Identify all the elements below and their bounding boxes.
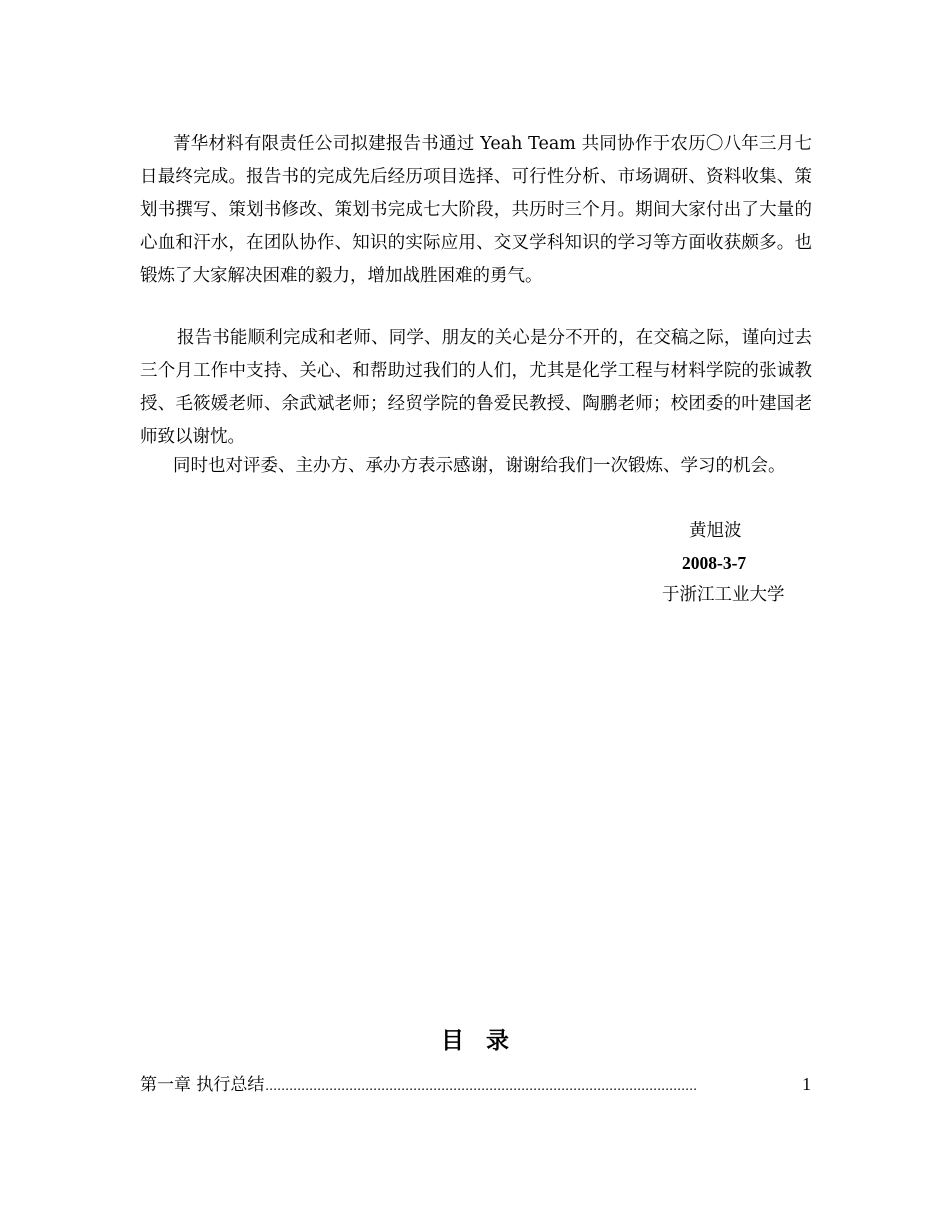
- acknowledgement-paragraph-2: 报告书能顺利完成和老师、同学、朋友的关心是分不开的，在交稿之际，谨向过去三个月工作中支持、关心、和帮助过我们的人们，尤其是化学工程与材料学院的张诚教授、毛筱媛老师、余武斌老师；经贸学院的鲁爱民教授、陶鹏老师；校团委的叶建国老师致以谢忱。: [140, 328, 812, 447]
- acknowledgement-paragraph-3: 同时也对评委、主办方、承办方表示感谢，谢谢给我们一次锻炼、学习的机会。: [173, 456, 786, 476]
- toc-title: 目录: [441, 1027, 531, 1054]
- toc-entry-label: 第一章 执行总结: [140, 1075, 265, 1095]
- toc-entry-page-number: 1: [802, 1074, 811, 1094]
- toc-entry-leader: ............................................................................................................: [265, 1079, 698, 1094]
- signature-date: 2008-3-7: [682, 553, 747, 573]
- acknowledgement-paragraph-1: 菁华材料有限责任公司拟建报告书通过 Yeah Team 共同协作于农历〇八年三月七日最终完成。报告书的完成先后经历项目选择、可行性分析、市场调研、资料收集、策划书撰写、策划书修改、策划书完成七大阶段，共历时三个月。期间大家付出了大量的心血和汗水，在团队协作、知识的实际应用、交叉学科知识的学习等方面收获颇多。也锻炼了大家解决困难的毅力，增加战胜困难的勇气。: [140, 134, 812, 286]
- signature-name: 黄旭波: [689, 521, 742, 541]
- toc-entry[interactable]: [140, 1072, 811, 1096]
- signature-organization: 于浙江工业大学: [662, 585, 785, 605]
